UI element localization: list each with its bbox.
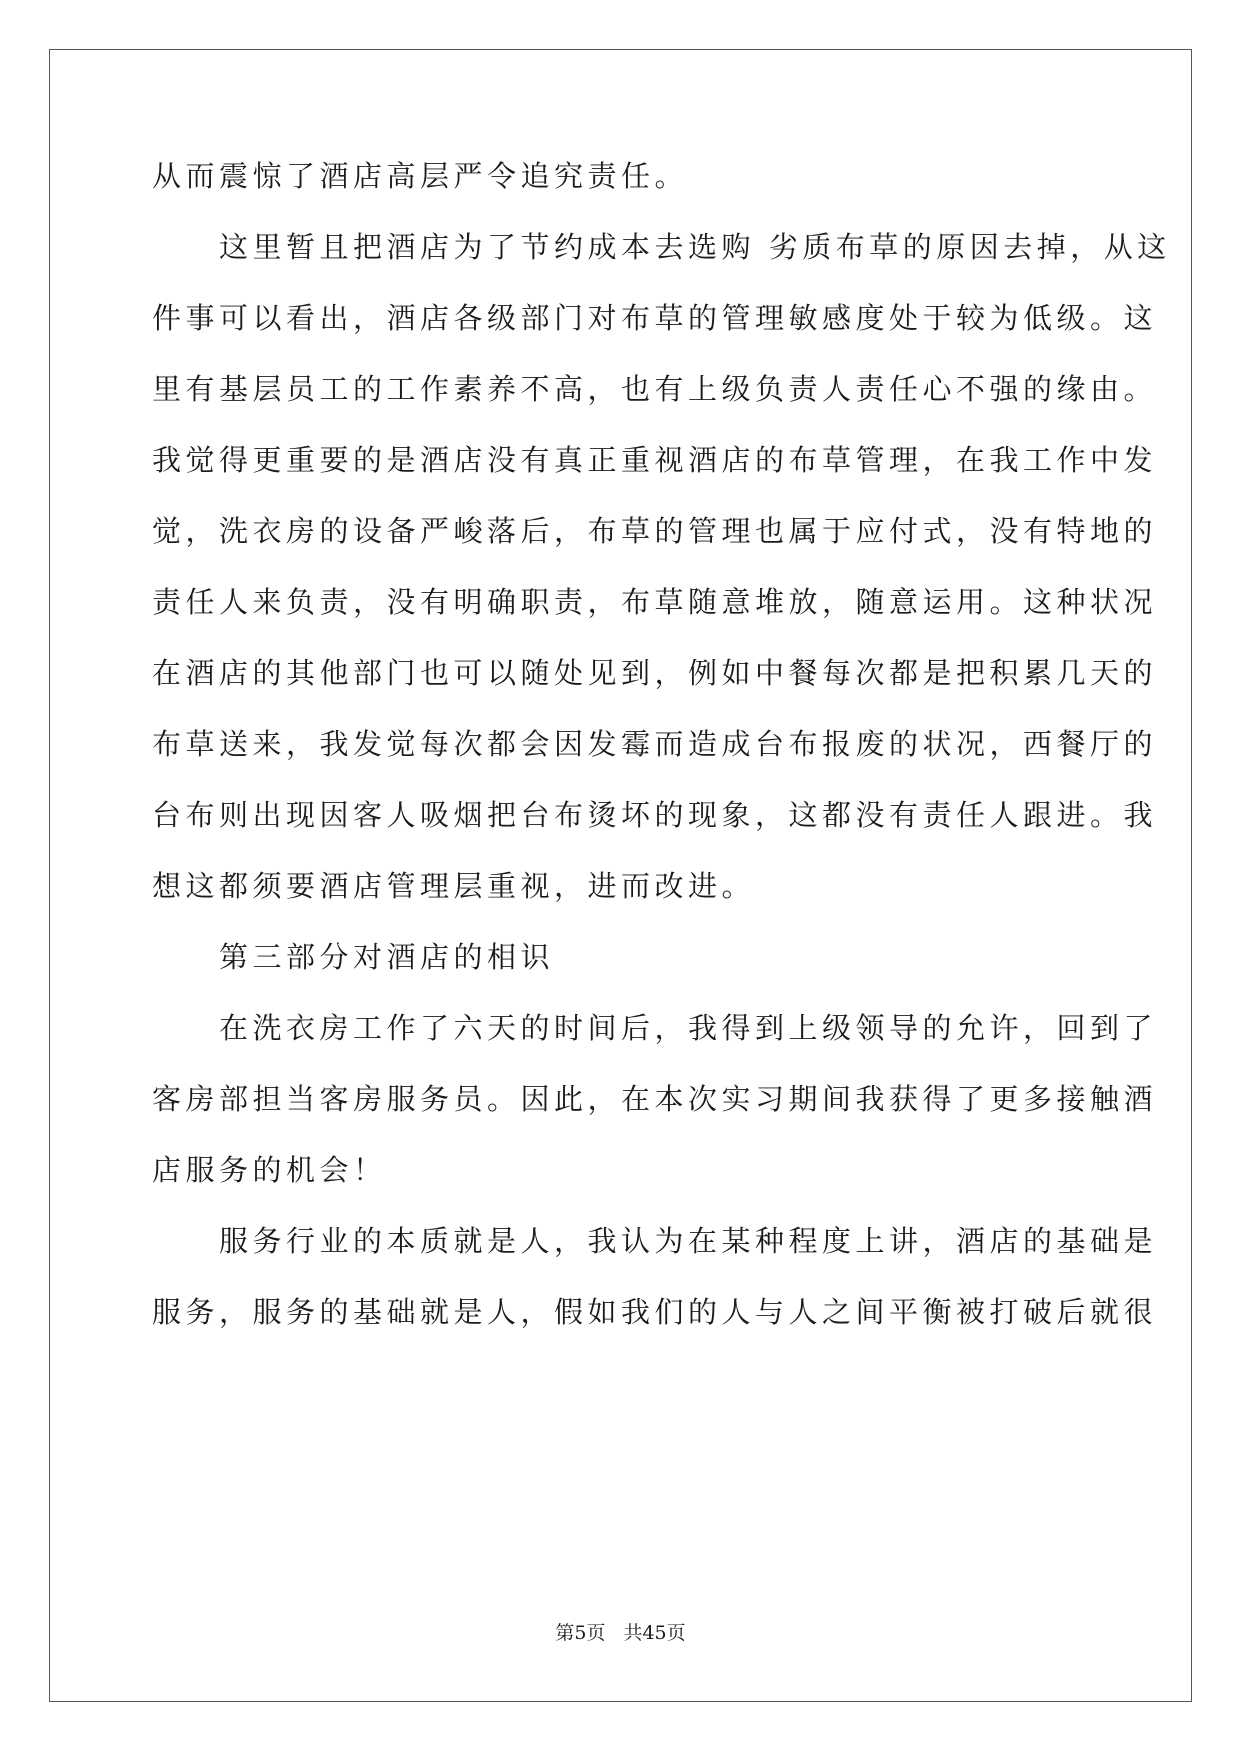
page-number: 第5页: [555, 1622, 606, 1644]
text-line: 在酒店的其他部门也可以随处见到，例如中餐每次都是把积累几天的: [152, 656, 1158, 690]
text-line: 责任人来负责，没有明确职责，布草随意堆放，随意运用。这种状况: [152, 585, 1158, 619]
text-line: 我觉得更重要的是酒店没有真正重视酒店的布草管理，在我工作中发: [152, 443, 1158, 477]
text-line: 觉，洗衣房的设备严峻落后，布草的管理也属于应付式，没有特地的: [152, 514, 1158, 548]
text-line: 件事可以看出，酒店各级部门对布草的管理敏感度处于较为低级。这: [152, 301, 1158, 335]
text-line: 里有基层员工的工作素养不高，也有上级负责人责任心不强的缘由。: [152, 372, 1158, 406]
text-line: 服务行业的本质就是人，我认为在某种程度上讲，酒店的基础是: [152, 1224, 1158, 1258]
text-line: 想这都须要酒店管理层重视，进而改进。: [152, 869, 756, 903]
text-line: 台布则出现因客人吸烟把台布烫坏的现象，这都没有责任人跟进。我: [152, 798, 1158, 832]
text-line: 店服务的机会！: [152, 1153, 387, 1187]
text-line: 服务，服务的基础就是人，假如我们的人与人之间平衡被打破后就很: [152, 1295, 1158, 1329]
text-line: 这里暂且把酒店为了节约成本去选购 劣质布草的原因去掉，从这: [152, 230, 1171, 264]
text-line: 从而震惊了酒店高层严令追究责任。: [152, 159, 689, 193]
section-heading: 第三部分对酒店的相识: [152, 940, 555, 974]
page-total: 共45页: [623, 1622, 686, 1644]
text-line: 布草送来，我发觉每次都会因发霉而造成台布报废的状况，西餐厅的: [152, 727, 1158, 761]
text-line: 在洗衣房工作了六天的时间后，我得到上级领导的允许，回到了: [152, 1011, 1158, 1045]
text-line: 客房部担当客房服务员。因此，在本次实习期间我获得了更多接触酒: [152, 1082, 1158, 1116]
page-footer: [0, 1618, 1241, 1645]
